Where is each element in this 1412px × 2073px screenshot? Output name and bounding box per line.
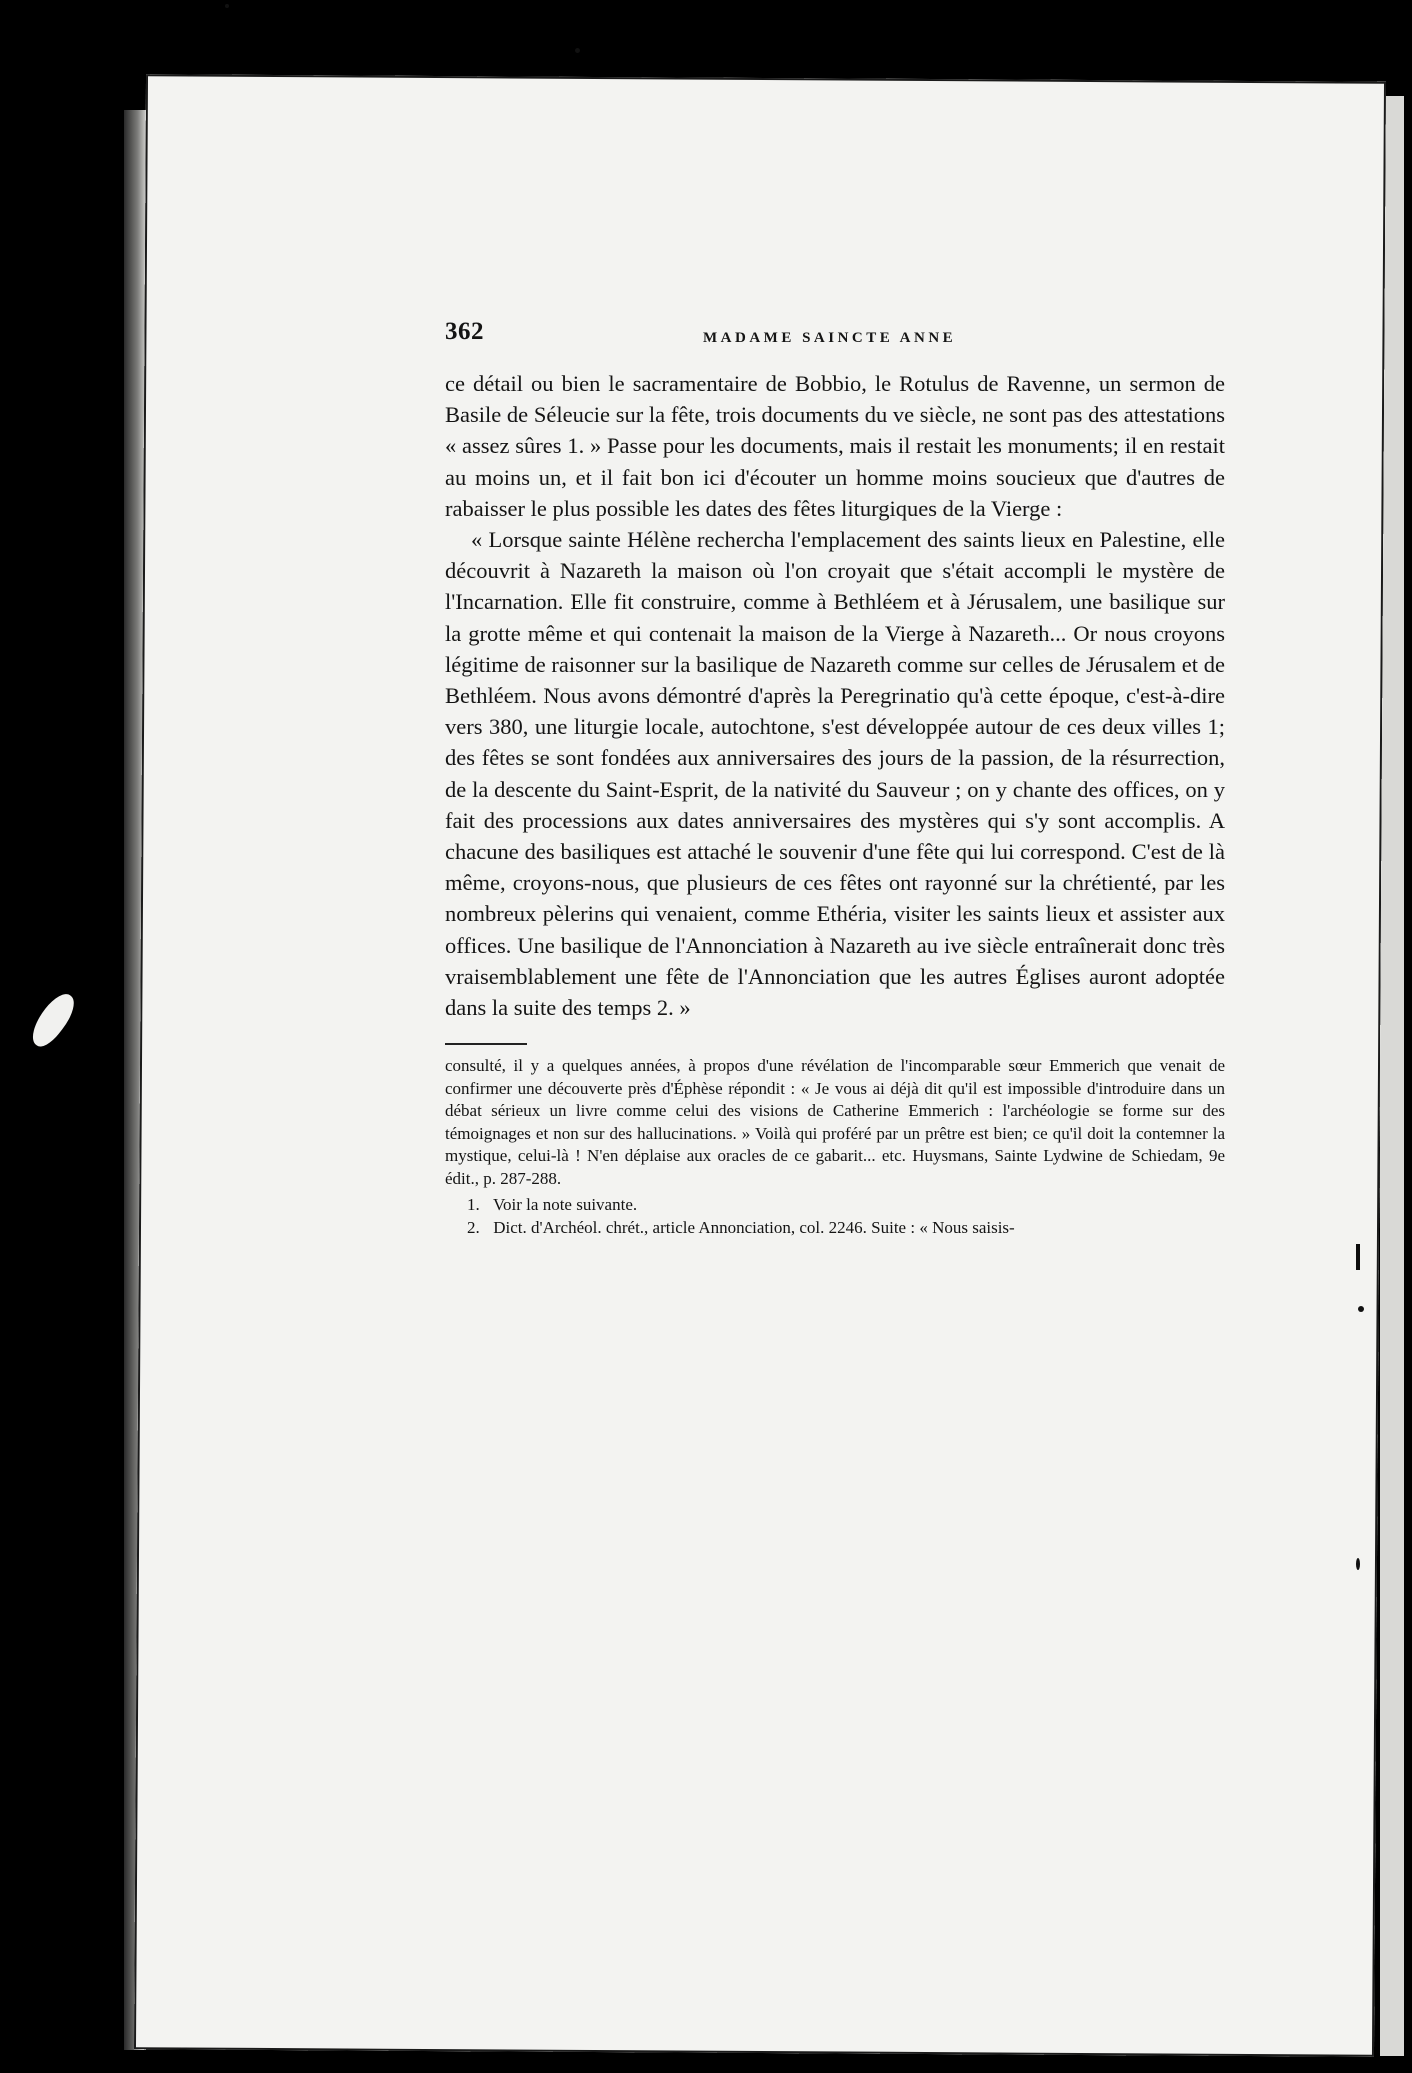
footnote-1 — [445, 1194, 1225, 1217]
paragraph-quotation: « Lorsque sainte Hélène rechercha l'emplacement des saints lieux en Palestine, elle découvrit à Nazareth la maison où l'on croyait que s'était accompli le mystère de l'Incarnation. Elle fit construire, comme à Bethléem et à Jérusalem, une basilique sur la grotte même et qui contenait la maison de la Vierge à Nazareth... Or nous croyons légitime de raisonner sur la basilique de Nazareth comme sur celles de Jérusalem et de Bethléem. Nous avons démontré d'après la Peregrinatio qu'à cette époque, c'est-à-dire vers 380, une liturgie locale, autochtone, s'est développée autour de ces deux villes 1; des fêtes se sont fondées aux anniversaires des jours de la passion, de la résurrection, de la descente du Saint-Esprit, de la nativité du Sauveur ; on y chante des offices, on y fait des processions aux dates anniversaires des mystères qui s'y sont accomplis. A chacune des basiliques est attaché le souvenir d'une fête qui lui correspond. C'est de là même, croyons-nous, que plusieurs de ces fêtes ont rayonné sur la chrétienté, par les nombreux pèlerins qui venaient, comme Ethéria, visiter les saints lieux et assister aux offices. Une basilique de l'Annonciation à Nazareth au ive siècle entraînerait donc très vraisemblablement une fête de l'Annonciation que les autres Églises auront adoptée dans la suite des temps 2. » — [445, 527, 1225, 1021]
body-text — [445, 368, 1225, 1023]
footnote-continuation: consulté, il y a quelques années, à propos d'une révélation de l'incomparable sœur Emmerich que venait de confirmer une découverte près d'Éphèse répondit : « Je vous ai déjà dit qu'il est impossible d'introduire dans un débat sérieux un livre comme celui des visions de Catherine Emmerich : l'archéologie se forme sur des témoignages et non sur des hallucinations. » Voilà qui proféré par un prêtre est bien; ce qu'il doit la contemner la mystique, celui-là ! N'en déplaise aux oracles de ce gabarit... etc. Huysmans, Sainte Lydwine de Schiedam, 9e édit., p. 287-288. — [445, 1056, 1225, 1188]
footnote-rule — [445, 1043, 527, 1045]
paragraph: ce détail ou bien le sacramentaire de Bobbio, le Rotulus de Ravenne, un sermon de Basile de Séleucie sur la fête, trois documents du ve siècle, ne sont pas des attestations « assez sûres 1. » Passe pour les documents, mais il restait les monuments; il en restait au moins un, et il fait bon ici d'écouter un homme moins soucieux que d'autres de rabaisser le plus possible les dates des fêtes liturgiques de la Vierge : — [445, 371, 1225, 521]
footnote-2-number: 2. — [467, 1217, 480, 1237]
scan-speck — [225, 4, 229, 8]
footnotes — [445, 1055, 1225, 1239]
footnote-2 — [445, 1217, 1225, 1240]
footnote-1-number: 1. — [467, 1195, 480, 1215]
page-header — [445, 318, 1225, 360]
running-head: MADAME SAINCTE ANNE — [703, 330, 957, 346]
footnote-2-text: Dict. d'Archéol. chrét., article Annonciation, col. 2246. Suite : « Nous saisis- — [493, 1217, 1015, 1237]
page-number: 362 — [445, 318, 484, 345]
edge-speck — [1358, 1306, 1364, 1312]
edge-mark — [1356, 1244, 1360, 1270]
footnote-1-text: Voir la note suivante. — [492, 1195, 638, 1215]
page-content — [445, 318, 1225, 1239]
scan-speck — [575, 48, 580, 53]
edge-speck — [1356, 1558, 1360, 1570]
